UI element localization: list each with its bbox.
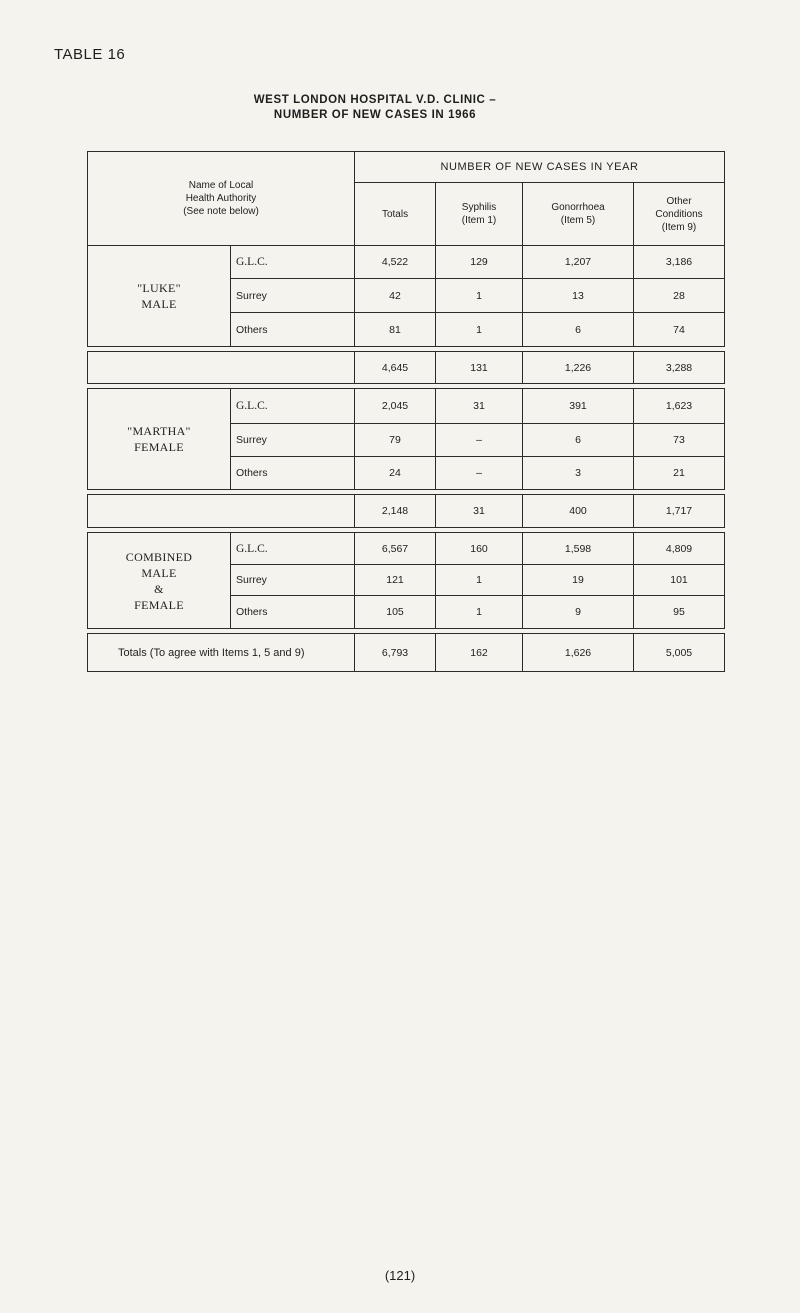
syphilis-cell: 1 [436,313,523,347]
authority-cell: Others [231,457,355,490]
table-title: WEST LONDON HOSPITAL V.D. CLINIC – [253,94,497,106]
totals-cell: 81 [355,313,436,347]
section-label: COMBINED MALE & FEMALE [88,533,231,629]
totals-cell: 6,567 [355,533,436,565]
totals-cell: 4,645 [355,352,436,384]
header-row-1 [88,152,725,183]
gonorrhoea-header: Gonorrhoea (Item 5) [523,183,634,246]
syphilis-cell: 160 [436,533,523,565]
subtotal-row [88,495,725,528]
syphilis-cell: – [436,424,523,457]
authority-cell: G.L.C. [231,533,355,565]
syphilis-cell: 31 [436,495,523,528]
other-cell: 28 [634,279,725,313]
totals-cell: 79 [355,424,436,457]
gonorrhoea-cell: 1,598 [523,533,634,565]
gonorrhoea-cell: 1,207 [523,246,634,279]
grand-total-row [88,634,725,672]
syphilis-cell: 162 [436,634,523,672]
other-cell: 21 [634,457,725,490]
authority-cell: Surrey [231,565,355,596]
totals-cell: 2,045 [355,389,436,424]
table-row [88,389,725,424]
totals-header: Totals [355,183,436,246]
other-cell: 74 [634,313,725,347]
syphilis-cell: 131 [436,352,523,384]
gonorrhoea-cell: 6 [523,424,634,457]
other-cell: 73 [634,424,725,457]
new-cases-table [87,151,725,672]
authority-cell: Others [231,596,355,629]
gonorrhoea-cell: 6 [523,313,634,347]
table-row [88,533,725,565]
gonorrhoea-cell: 9 [523,596,634,629]
gonorrhoea-cell: 3 [523,457,634,490]
other-cell: 95 [634,596,725,629]
totals-cell: 24 [355,457,436,490]
syphilis-cell: 1 [436,596,523,629]
authority-header: Name of Local Health Authority (See note below) [88,152,355,246]
other-cell: 1,717 [634,495,725,528]
totals-cell: 42 [355,279,436,313]
gonorrhoea-cell: 19 [523,565,634,596]
syphilis-cell: – [436,457,523,490]
other-cell: 4,809 [634,533,725,565]
syphilis-cell: 1 [436,565,523,596]
authority-cell: G.L.C. [231,246,355,279]
gonorrhoea-cell: 1,226 [523,352,634,384]
authority-cell: Others [231,313,355,347]
authority-cell: Surrey [231,424,355,457]
totals-cell: 4,522 [355,246,436,279]
totals-cell: 2,148 [355,495,436,528]
table-row [88,246,725,279]
other-cell: 3,288 [634,352,725,384]
authority-cell: G.L.C. [231,389,355,424]
section-label: "LUKE" MALE [88,246,231,347]
syphilis-cell: 1 [436,279,523,313]
totals-cell: 105 [355,596,436,629]
cases-group-header: NUMBER OF NEW CASES IN YEAR [355,152,725,183]
section-label: "MARTHA" FEMALE [88,389,231,490]
totals-cell: 121 [355,565,436,596]
gonorrhoea-cell: 391 [523,389,634,424]
totals-cell: 6,793 [355,634,436,672]
gonorrhoea-cell: 13 [523,279,634,313]
grand-total-label: Totals (To agree with Items 1, 5 and 9) [88,634,355,672]
syphilis-header: Syphilis (Item 1) [436,183,523,246]
table-label: TABLE 16 [54,46,126,63]
other-cell: 5,005 [634,634,725,672]
gonorrhoea-cell: 1,626 [523,634,634,672]
other-cell: 101 [634,565,725,596]
other-cell: 3,186 [634,246,725,279]
subtotal-row [88,352,725,384]
table-subtitle: NUMBER OF NEW CASES IN 1966 [273,109,477,121]
other-conditions-header: Other Conditions (Item 9) [634,183,725,246]
other-cell: 1,623 [634,389,725,424]
syphilis-cell: 129 [436,246,523,279]
gonorrhoea-cell: 400 [523,495,634,528]
page-number: (121) [384,1268,416,1283]
authority-cell: Surrey [231,279,355,313]
syphilis-cell: 31 [436,389,523,424]
